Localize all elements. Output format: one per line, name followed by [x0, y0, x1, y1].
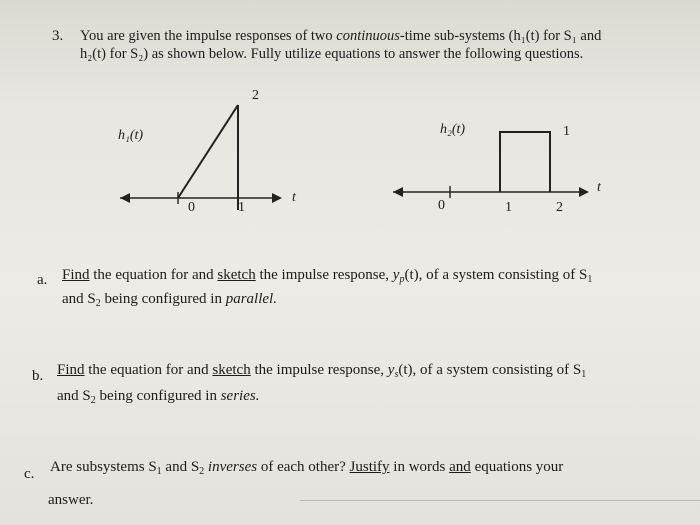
part-a-configured: being configured in	[100, 291, 226, 307]
h2-tick-label-2: 2	[556, 200, 563, 215]
h2-pulse	[500, 132, 550, 192]
h1-axis-arrow-right	[272, 193, 282, 203]
part-c-text-6: equations your	[470, 459, 564, 475]
part-c-s2-sub: 2	[199, 466, 205, 477]
h2-label: h₂(t)	[440, 122, 466, 137]
part-c-text-2: and S	[161, 459, 200, 475]
part-c-s1-sub: 1	[156, 466, 162, 477]
part-b-line-1	[57, 362, 586, 380]
part-b-text-1: the equation for and	[84, 362, 213, 378]
part-a-text-2: the impulse response,	[255, 267, 393, 283]
question-line-2: h₂(t) for S₂) as shown below. Fully utilize equations to answer the following questions.	[80, 46, 584, 62]
plot-h1	[110, 80, 320, 230]
part-c-justify: Justify	[349, 459, 390, 475]
part-a-text-3: (t), of a system consisting of S	[404, 267, 588, 283]
part-a-mode: parallel.	[225, 291, 277, 307]
part-b-mode: series.	[220, 388, 260, 404]
h1-axis-var: t	[292, 190, 296, 205]
part-b-y-sub: s	[394, 369, 399, 380]
part-b-y: y	[387, 362, 395, 378]
h1-label: h₁(t)	[118, 128, 144, 143]
h1-ramp	[178, 105, 238, 198]
part-b-find: Find	[57, 362, 85, 378]
part-b-line-2	[57, 388, 259, 406]
part-c-and: and	[449, 459, 471, 475]
part-b-and-s: and S	[57, 388, 91, 404]
part-a-y: y	[392, 267, 400, 283]
part-c-text-5: in words	[389, 459, 450, 475]
part-b-s2-sub: 2	[90, 395, 96, 406]
h1-tick-label-1: 1	[238, 200, 245, 215]
question-line-1	[80, 28, 601, 45]
part-a-and-s: and S	[62, 291, 96, 307]
question-line-1-c: -time sub-systems (h₁(t) for S₁ and	[399, 28, 602, 44]
part-b-letter: b.	[32, 368, 44, 384]
divider-line	[300, 500, 700, 501]
part-c-text-4: of each other?	[257, 459, 350, 475]
part-a-s2-sub: 2	[95, 298, 101, 309]
h1-peak-value: 2	[252, 88, 259, 103]
part-b-sketch: sketch	[212, 362, 251, 378]
h2-height-value: 1	[563, 124, 570, 139]
h2-tick-label-1: 1	[505, 200, 512, 215]
part-b-text-3: (t), of a system consisting of S	[398, 362, 582, 378]
part-c-inverses: inverses	[207, 459, 258, 475]
part-c-line-1	[50, 459, 563, 477]
part-a-letter: a.	[37, 272, 48, 288]
question-line-1-b: continuous	[336, 28, 400, 44]
part-a-sketch: sketch	[217, 267, 256, 283]
part-a-find: Find	[62, 267, 90, 283]
h2-tick-label-0: 0	[438, 198, 445, 213]
part-b-s1-sub: 1	[581, 369, 587, 380]
h1-tick-label-0: 0	[188, 200, 195, 215]
part-a-line-1	[62, 267, 592, 285]
h2-axis-arrow-right	[579, 187, 589, 197]
part-b-text-2: the impulse response,	[250, 362, 388, 378]
question-number: 3.	[52, 28, 64, 44]
h1-axis-arrow-left	[120, 193, 130, 203]
part-c-letter: c.	[24, 466, 35, 482]
question-line-1-a: You are given the impulse responses of two	[80, 28, 337, 44]
h2-axis-var: t	[597, 180, 601, 195]
h2-axis-arrow-left	[393, 187, 403, 197]
part-a-text-1: the equation for and	[89, 267, 218, 283]
part-c-text-1: Are subsystems S	[50, 459, 157, 475]
part-a-s1-sub: 1	[587, 274, 593, 285]
part-a-line-2	[62, 291, 277, 309]
part-a-y-sub: p	[399, 274, 405, 285]
part-b-configured: being configured in	[95, 388, 221, 404]
part-c-line-2: answer.	[48, 492, 94, 508]
